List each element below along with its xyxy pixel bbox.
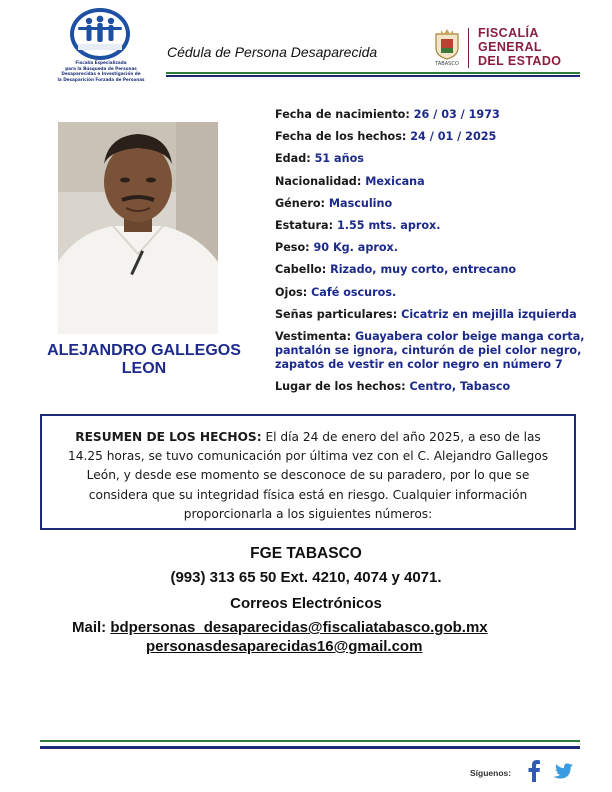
header-rule-navy [166, 75, 580, 77]
detail-gender: Género: Masculino [275, 196, 393, 210]
follow-label: Síguenos: [470, 768, 512, 778]
detail-hair: Cabello: Rizado, muy corto, entrecano [275, 263, 517, 277]
header-divider [468, 28, 469, 68]
footer-rule-navy [40, 746, 580, 749]
detail-marks: Señas particulares: Cicatriz en mejilla izquierda [275, 307, 577, 321]
detail-eyes: Ojos: Café oscuros. [275, 285, 397, 299]
organization-name: FISCALÍA GENERAL DEL ESTADO [478, 26, 562, 68]
detail-nationality: Nacionalidad: Mexicana [275, 174, 425, 188]
twitter-icon[interactable] [551, 763, 573, 781]
detail-age: Edad: 51 años [275, 152, 364, 166]
fiscalia-especializada-logo [60, 6, 140, 62]
person-photo [58, 122, 218, 334]
phone-numbers: (993) 313 65 50 Ext. 4210, 4074 y 4071. [170, 569, 442, 586]
logo-caption: Fiscalía Especializada para la Búsqueda de Personas Desaparecidas e Investigación de la Desaparición Forzada de Personas [57, 60, 145, 82]
agency-name: FGE TABASCO [250, 545, 362, 562]
detail-incident-date: Fecha de los hechos: 24 / 01 / 2025 [275, 130, 497, 144]
summary-text: El día 24 de enero del año 2025, a eso de las 14.25 horas, se tuvo comunicación por última vez con el C. Alejandro Gallegos León, y desde ese momento se desconoce de su paradero, por lo que se considera que su integridad física está en riesgo. Cualquier información proporcionarla a los siguientes números: [67, 430, 549, 521]
emails-heading: Correos Electrónicos [230, 595, 382, 612]
detail-birth-date: Fecha de nacimiento: 26 / 03 / 1973 [275, 108, 500, 121]
detail-clothing: Vestimenta: Guayabera color beige manga corta, pantalón se ignora, cinturón de piel color negro, zapatos de vestir en color negro en número 7 [275, 329, 585, 371]
detail-location: Lugar de los hechos: Centro, Tabasco [275, 380, 511, 394]
seal-caption: TABASCO [435, 61, 459, 67]
person-details [275, 108, 585, 402]
email-link-1[interactable]: bdpersonas_desaparecidas@fiscaliatabasco.gob.mx [110, 619, 488, 636]
person-name: ALEJANDRO GALLEGOS LEON [47, 342, 241, 377]
header-rule-green [166, 72, 580, 74]
summary-box [40, 414, 576, 530]
email-line-1 [72, 619, 488, 636]
footer-rule-green [40, 740, 580, 742]
detail-weight: Peso: 90 Kg. aprox. [275, 241, 399, 255]
tabasco-seal-icon [432, 28, 462, 60]
email-link-2[interactable]: personasdesaparecidas16@gmail.com [146, 638, 423, 655]
detail-height: Estatura: 1.55 mts. aprox. [275, 218, 441, 232]
email-line-2 [146, 638, 422, 655]
document-title: Cédula de Persona Desaparecida [167, 44, 378, 60]
facebook-icon[interactable] [527, 760, 541, 782]
mail-label: Mail: [72, 619, 107, 636]
summary-heading: RESUMEN DE LOS HECHOS: [75, 430, 262, 444]
